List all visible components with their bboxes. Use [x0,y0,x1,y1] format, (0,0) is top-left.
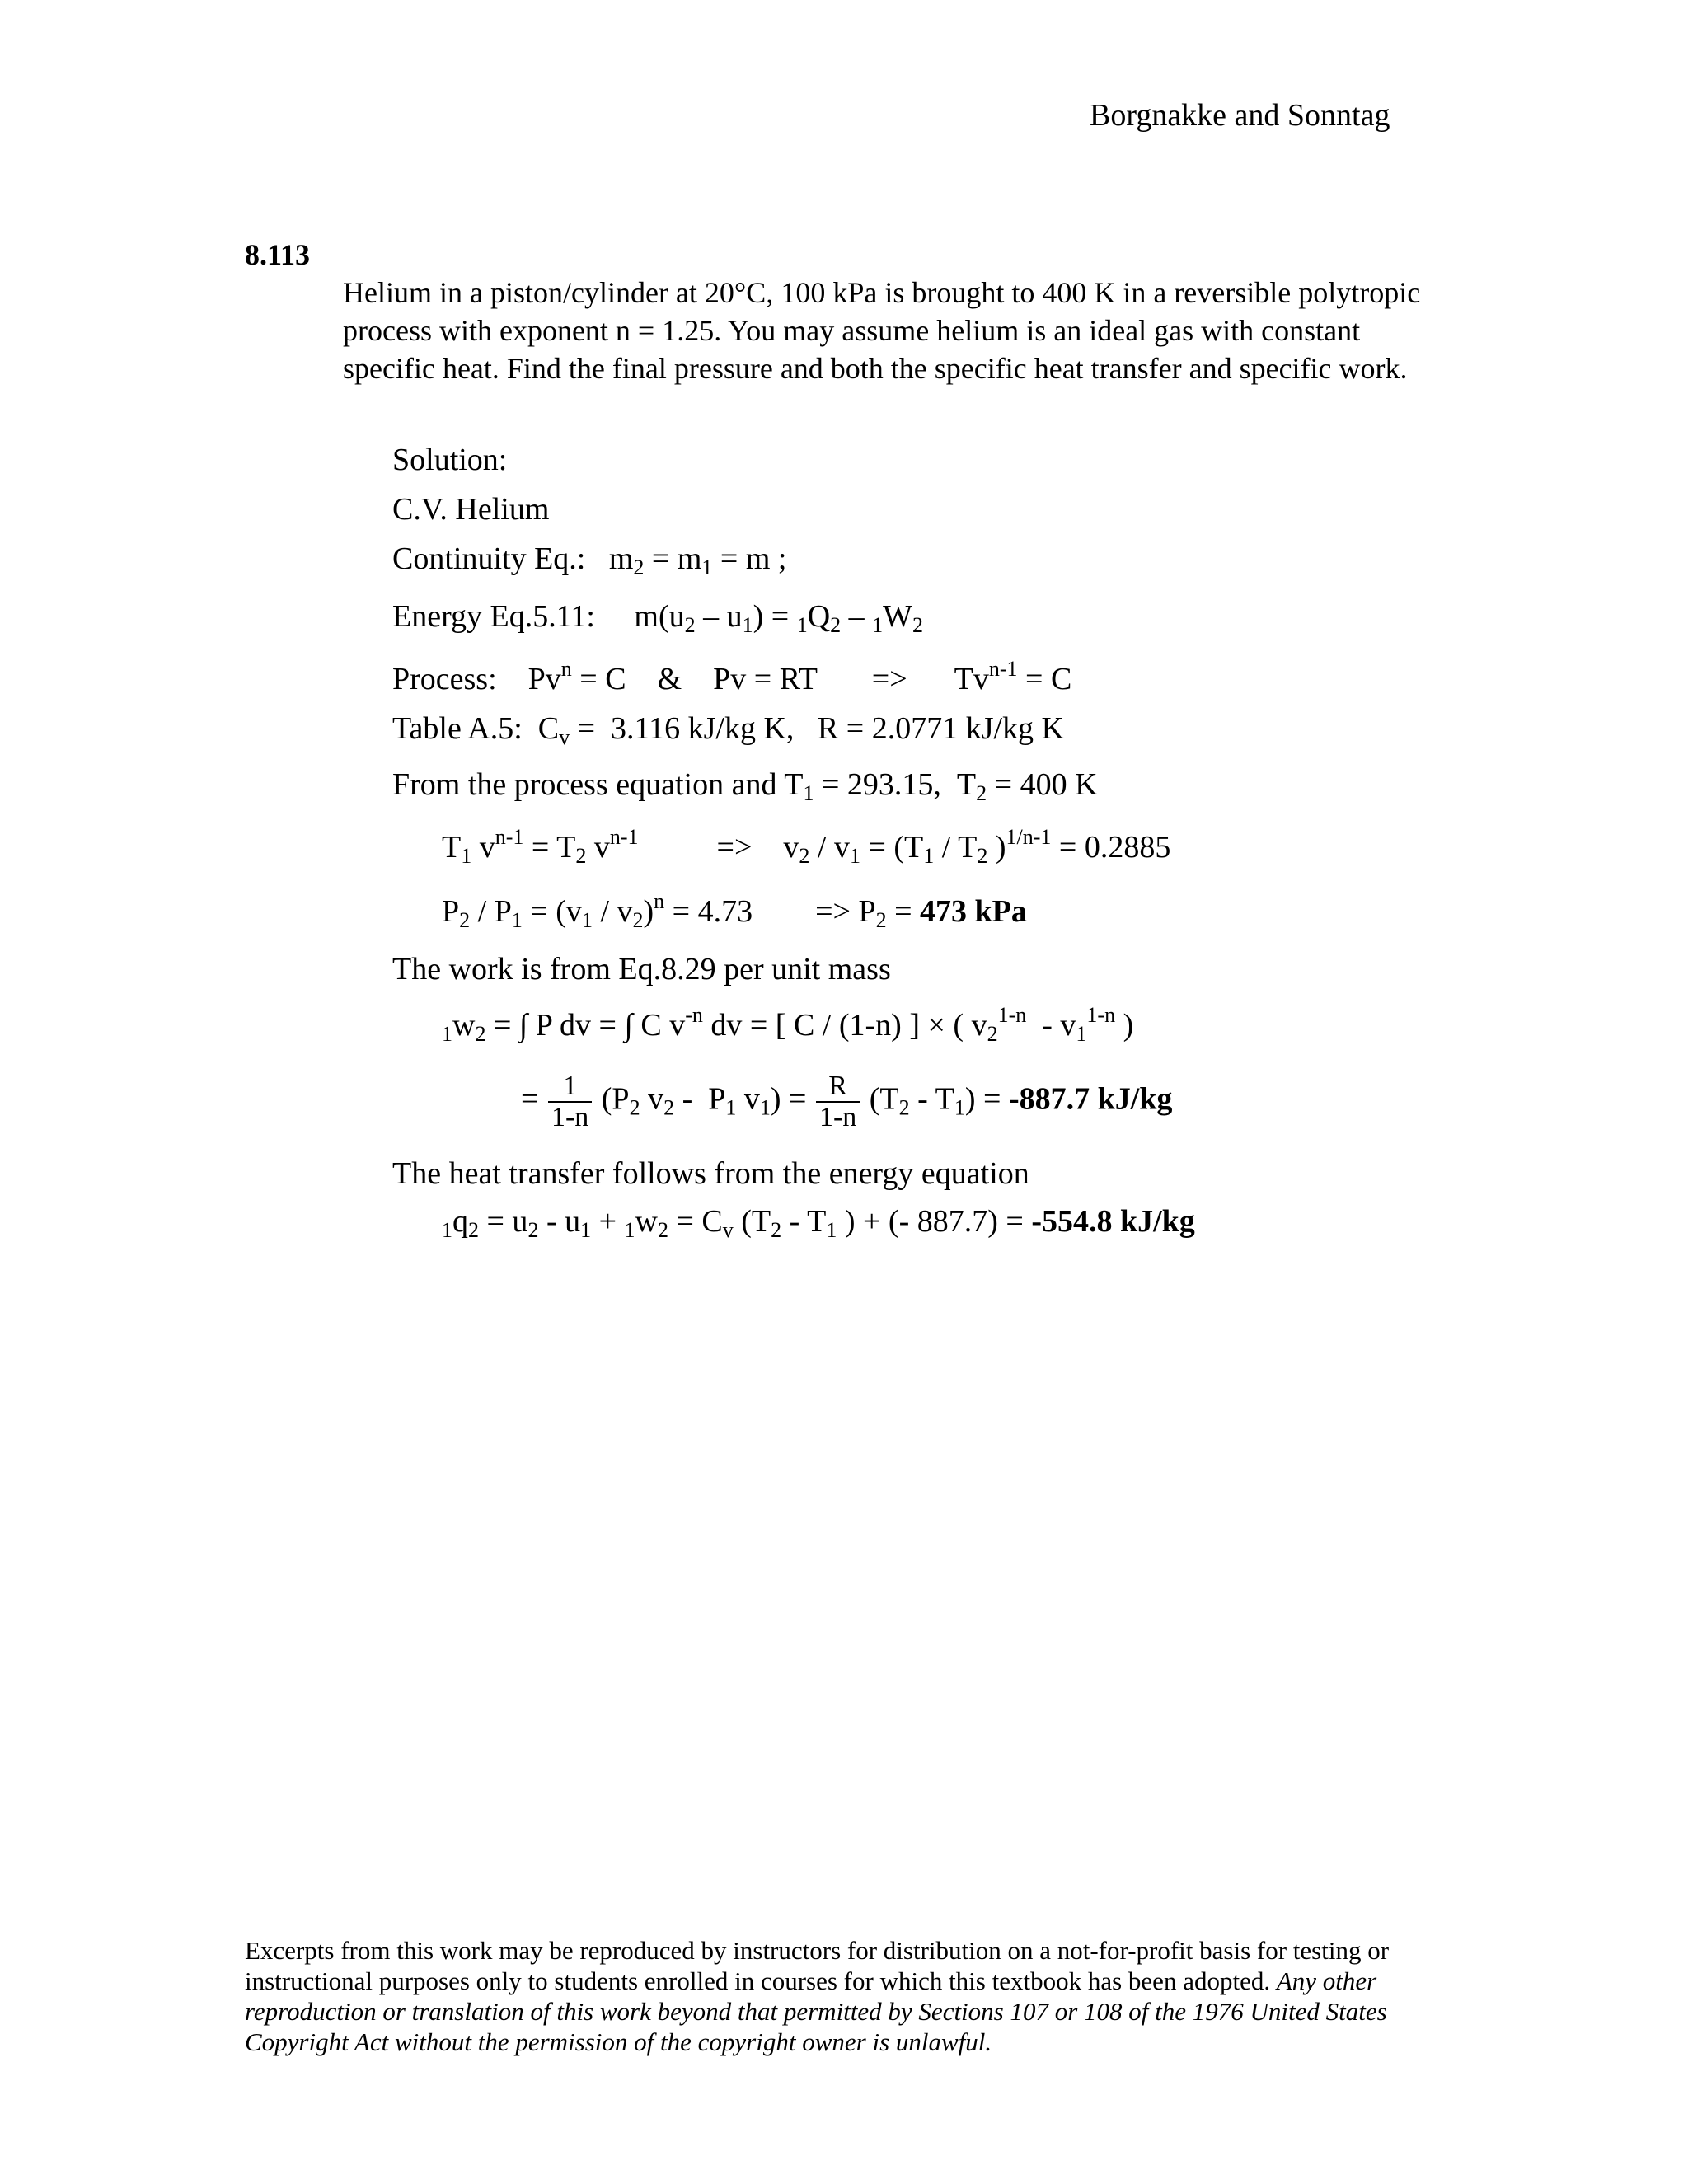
fraction-r-over-one-minus-n: $\frac{R}{1-n}$ [816,1071,860,1132]
continuity-label: Continuity Eq.: [392,541,586,576]
problem-statement: Helium in a piston/cylinder at 20°C, 100 kPa is brought to 400 K in a reversible polytropic process with exponent n = 1.25. You may assume helium is an ideal gas with constant specific heat. Find the final pressure and both the specific heat transfer and specific work. [343,276,1421,385]
from-process-text: From the process equation and [392,767,777,802]
work-result: -887.7 kJ/kg [1008,1081,1173,1117]
energy-label: Energy Eq.5.11: [392,599,595,634]
pressure-equation: $P_2 / P_1 = (v_1 / v_2)^n = 4.73$ => $P_2 = 473$ kPa [442,889,1027,932]
continuity-equation: Continuity Eq.: $m_2 = m_1 = m$ ; [392,541,787,579]
problem-number: 8.113 [245,238,311,271]
copyright-footer [245,1935,1415,2057]
heat-equation: $_1q_2 = u_2 - u_1 + _1w_2 = C_v$ ($T_2 - T_1$ ) + (- 887.7) = -554.8 kJ/kg [442,1204,1195,1242]
header-author: Borgnakke and Sonntag [1090,98,1390,133]
footer-italic-text: Any other reproduction or translation of this work beyond that permitted by Sections 107 or 108 of the 1976 United States Copyright Act without the permission of the copyright owner is unlawful. [245,1966,1387,2056]
work-integral-equation: $_1w_2$ = ∫ P dv = ∫ C $v^{-n}$ dv = [ C / (1-n) ] × ( $v_2^{1-n} - v_1^{1-n}$ ) [442,1003,1134,1046]
volume-ratio-value: 0.2885 [1084,830,1171,865]
energy-equation: Energy Eq.5.11: $m(u_2 - u_1) = _1Q_2 - _1W_2$ [392,599,924,637]
heat-result: -554.8 kJ/kg [1031,1204,1195,1239]
process-label: Process: [392,662,497,696]
table-properties: Table A.5: $C_v = 3.116$ kJ/kg K, R = 2.0771 kJ/kg K [392,711,1064,749]
heat-intro: The heat transfer follows from the energy equation [392,1156,1029,1191]
temperatures-line: From the process equation and $T_1 = 293.15$, $T_2 = 400$ K [392,767,1098,805]
fraction-one-over-one-minus-n: $\frac{1}{1-n}$ [548,1071,592,1132]
work-intro: The work is from Eq.8.29 per unit mass [392,952,891,987]
table-label: Table A.5: [392,711,523,746]
solution-label: Solution: [392,443,508,477]
control-volume: C.V. Helium [392,492,550,527]
process-equation: Process: $Pv^n = C$ & Pv = RT => $Tv^{n-1} = C$ [392,657,1072,696]
pressure-ratio-value: 4.73 [697,894,753,929]
volume-ratio-equation: $T_1$ $v^{n-1} = T_2$ $v^{n-1}$ => $v_2 / v_1 = (T_1 / T_2$ )$^{1/n-1}$ = 0.2885 [442,825,1171,868]
final-pressure-result: 473 kPa [920,894,1027,929]
work-result-equation: = $\frac{1}{1-n}$ ($P_2$ $v_2 - P_1$ $v_1$) = $\frac{R}{1-n}$ $(T_2 - T_1) = -887.7$ kJ/kg [521,1071,1173,1132]
footer-plain-text: Excerpts from this work may be reproduced by instructors for distribution on a not-for-profit basis for testing or instructional purposes only to students enrolled in courses for which this textbook has been adopted. [245,1936,1390,1995]
